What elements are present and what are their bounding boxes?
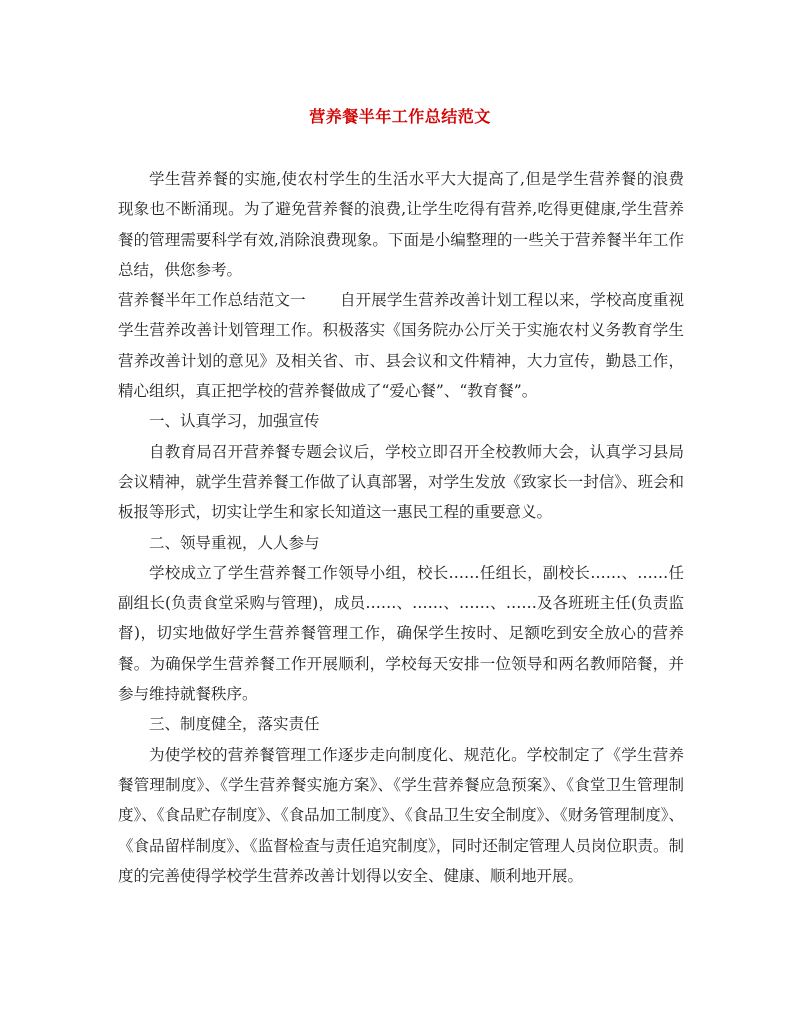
heading-study-publicity: 一、认真学习，加强宣传	[149, 412, 320, 431]
section-one-paragraph	[118, 285, 684, 406]
section-label: 营养餐半年工作总结范文一	[118, 291, 306, 310]
heading-rules: 三、制度健全，落实责任	[149, 715, 320, 734]
intro-paragraph: 学生营养餐的实施,使农村学生的生活水平大大提高了,但是学生营养餐的浪费现象也不断涌现。为了避免营养餐的浪费,让学生吃得有营养,吃得更健康,学生营养餐的管理需要科学有效,消除浪费现象。下面是小编整理的一些关于营养餐半年工作总结，供您参考。	[118, 170, 684, 279]
document-body	[118, 164, 684, 891]
paragraph-rules: 为使学校的营养餐管理工作逐步走向制度化、规范化。学校制定了《学生营养餐管理制度》、《学生营养餐实施方案》、《学生营养餐应急预案》、《食堂卫生管理制度》、《食品贮存制度》、《食品加工制度》、《食品卫生安全制度》、《财务管理制度》、《食品留样制度》、《监督检查与责任追究制度》，同时还制定管理人员岗位职责。制度的完善使得学校学生营养改善计划得以安全、健康、顺利地开展。	[118, 745, 684, 885]
paragraph-study-publicity: 自教育局召开营养餐专题会议后，学校立即召开全校教师大会，认真学习县局会议精神，就学生营养餐工作做了认真部署，对学生发放《致家长一封信》、班会和板报等形式，切实让学生和家长知道这一惠民工程的重要意义。	[118, 442, 684, 522]
heading-leadership: 二、领导重视，人人参与	[149, 533, 320, 552]
section-intro-text: 自开展学生营养改善计划工程以来，学校高度重视学生营养改善计划管理工作。积极落实《国务院办公厅关于实施农村义务教育学生营养改善计划的意见》及相关省、市、县会议和文件精神，大力宣传，勤恳工作，精心组织，真正把学校的营养餐做成了“爱心餐”、“教育餐”。	[118, 291, 684, 401]
paragraph-leadership: 学校成立了学生营养餐工作领导小组，校长……任组长，副校长……、……任副组长(负责食堂采购与管理)，成员……、……、……、……及各班班主任(负责监督)，切实地做好学生营养餐管理工作，确保学生按时、足额吃到安全放心的营养餐。为确保学生营养餐工作开展顺利，学校每天安排一位领导和两名教师陪餐，并参与维持就餐秩序。	[118, 563, 684, 704]
document-title: 营养餐半年工作总结范文	[309, 107, 491, 126]
